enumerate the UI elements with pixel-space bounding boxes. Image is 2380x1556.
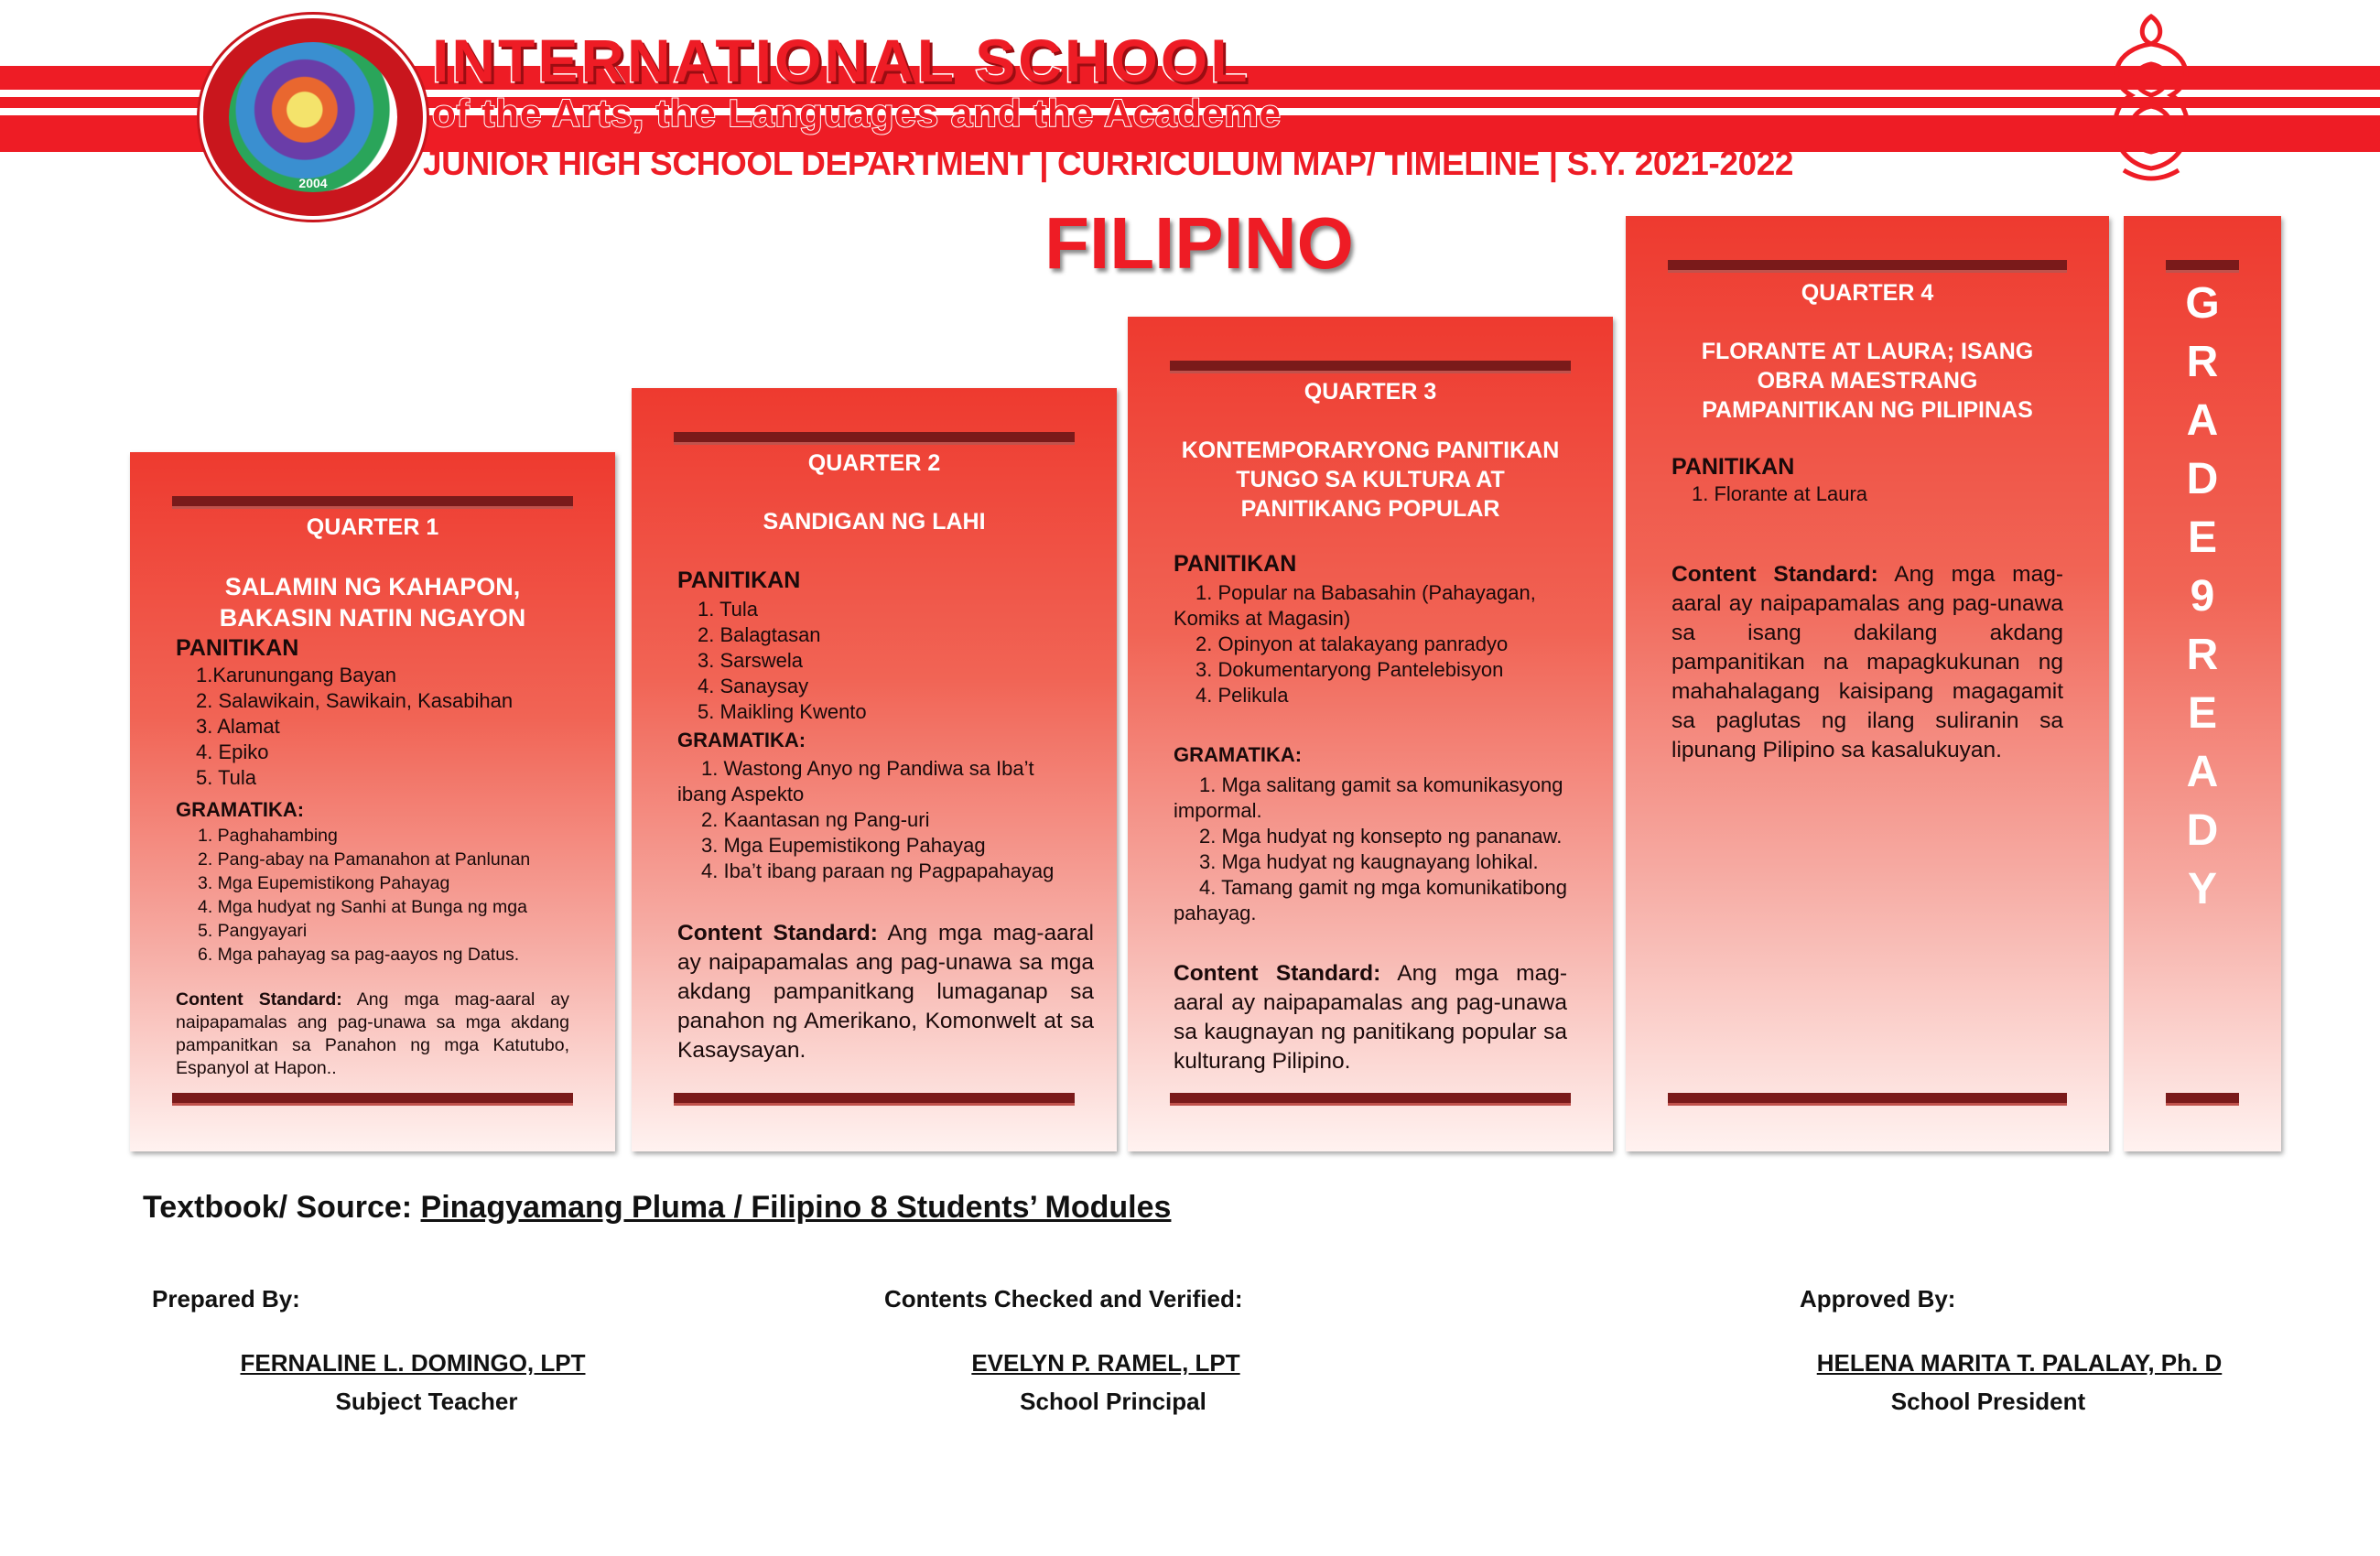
content-standard-label: Content Standard: [677, 921, 878, 945]
list-item: 2. Mga hudyat ng konsepto ng pananaw. [1199, 825, 1563, 848]
panitikan-list [196, 663, 513, 791]
list-item: 1. Florante at Laura [1692, 482, 1868, 505]
card-bottom-bar [1668, 1093, 2067, 1106]
list-item: 4. Iba’t ibang paraan ng Pagpapahayag [701, 859, 1055, 882]
list-item: 1.Karunungang Bayan [196, 664, 396, 686]
list-item: 1. Tula [698, 598, 759, 621]
list-item: 4. Mga hudyat ng Sanhi at Bunga ng mga [198, 897, 527, 917]
panitikan-heading: PANITIKAN [1174, 551, 1297, 577]
panitikan-list [698, 597, 867, 725]
content-standard [677, 919, 1094, 1065]
grade-letter: D [2186, 455, 2219, 503]
list-item: 2. Opinyon at talakayang panradyo [1195, 632, 1509, 655]
panitikan-heading: PANITIKAN [176, 635, 299, 661]
content-standard [1174, 959, 1567, 1076]
grade-letter: D [2186, 806, 2219, 855]
content-standard [1671, 560, 2063, 765]
list-item: 4. Sanaysay [698, 675, 809, 697]
list-item: 1. Mga salitang gamit sa komunikasyong impormal. [1174, 773, 1563, 822]
content-standard-label: Content Standard: [176, 989, 342, 1010]
card-top-bar [172, 496, 573, 509]
checked-role: School Principal [1020, 1388, 1206, 1415]
content-standard [176, 989, 569, 1080]
card-top-bar [2166, 260, 2239, 273]
quarter-3-card [1128, 317, 1613, 1151]
quarter-label: QUARTER 1 [306, 514, 439, 540]
quarter-label: QUARTER 4 [1801, 280, 1934, 306]
content-standard-text: Ang mga mag-aaral ay naipapamalas ang pag-unawa sa kaugnayan ng panitikang popular sa kulturang Pilipino. [1174, 961, 1568, 1074]
card-top-bar [1668, 260, 2067, 273]
quarter-title: SALAMIN NG KAHAPON, BAKASIN NATIN NGAYON [219, 573, 526, 632]
quarter-label: QUARTER 3 [1304, 379, 1437, 405]
grade-letter: A [2186, 396, 2219, 445]
gramatika-list [677, 756, 1071, 884]
grade-letters [2124, 275, 2281, 919]
textbook-source [143, 1190, 1171, 1226]
panitikan-heading: PANITIKAN [1671, 454, 1795, 480]
logo-artwork [229, 42, 397, 192]
grade-letter: G [2185, 279, 2220, 328]
panitikan-list [1692, 481, 1867, 507]
gramatika-heading: GRAMATIKA: [677, 729, 806, 751]
quarter-2-card [632, 388, 1117, 1151]
list-item: 5. Pangyayari [198, 921, 308, 941]
school-name: INTERNATIONAL SCHOOL [432, 27, 1250, 94]
gramatika-list [1174, 773, 1567, 926]
grade-banner [2124, 216, 2281, 1151]
list-item: 6. Mga pahayag sa pag-aayos ng Datus. [198, 945, 520, 965]
list-item: 3. Mga Eupemistikong Pahayag [198, 873, 450, 893]
gramatika-heading: GRAMATIKA: [1174, 743, 1303, 766]
prepared-role: Subject Teacher [335, 1388, 518, 1415]
quarter-title: SANDIGAN NG LAHI [763, 509, 986, 535]
prepared-name: FERNALINE L. DOMINGO, LPT [240, 1349, 586, 1377]
grade-letter: E [2187, 513, 2217, 562]
list-item: 4. Epiko [196, 740, 269, 763]
content-standard-label: Content Standard: [1671, 562, 1878, 587]
list-item: 2. Kaantasan ng Pang-uri [701, 808, 930, 831]
panitikan-heading: PANITIKAN [677, 567, 801, 593]
list-item: 3. Mga Eupemistikong Pahayag [701, 834, 986, 857]
card-bottom-bar [172, 1093, 573, 1106]
school-logo [200, 15, 427, 220]
list-item: 1. Popular na Babasahin (Pahayagan, Komiks at Magasin) [1174, 581, 1536, 630]
quarter-4-card [1626, 216, 2109, 1151]
school-subtitle: of the Arts, the Languages and the Academe [432, 92, 1282, 135]
list-item: 1. Paghahambing [198, 826, 338, 846]
quarter-label: QUARTER 2 [807, 450, 941, 476]
content-standard-text: Ang mga mag-aaral ay naipapamalas ang pag-unawa sa mga akdang pampanitkang lumaganap sa panahon ng Amerikano, Komonwelt at sa Kasaysayan. [677, 921, 1094, 1063]
grade-number: 9 [2190, 572, 2215, 621]
approved-name: HELENA MARITA T. PALALAY, Ph. D [1816, 1349, 2223, 1377]
gramatika-list [198, 824, 530, 967]
list-item: 4. Tamang gamit ng mga komunikatibong pahayag. [1174, 876, 1567, 924]
emblem-icon [2087, 7, 2215, 187]
grade-letter: E [2187, 689, 2217, 738]
textbook-value: Pinagyamang Pluma / Filipino 8 Students’ Modules [420, 1190, 1172, 1225]
list-item: 1. Wastong Anyo ng Pandiwa sa Iba’t ibang Aspekto [677, 757, 1034, 805]
checked-name: EVELYN P. RAMEL, LPT [971, 1349, 1240, 1377]
list-item: 2. Pang-abay na Pamanahon at Panlunan [198, 849, 531, 870]
card-top-bar [1170, 361, 1571, 373]
quarter-1-card [130, 452, 615, 1151]
quarter-title: FLORANTE AT LAURA; ISANG OBRA MAESTRANG PAMPANITIKAN NG PILIPINAS [1701, 339, 2034, 423]
card-bottom-bar [2166, 1093, 2239, 1106]
subject-title: FILIPINO [1044, 202, 1354, 284]
prepared-heading: Prepared By: [152, 1285, 300, 1313]
panitikan-list [1174, 580, 1567, 708]
list-item: 2. Salawikain, Sawikain, Kasabihan [196, 689, 514, 712]
textbook-label: Textbook/ Source: [143, 1190, 421, 1225]
quarter-title: KONTEMPORARYONG PANITIKAN TUNGO SA KULTURA AT PANITIKANG POPULAR [1181, 438, 1560, 522]
content-standard-text: Ang mga mag-aaral ay naipapamalas ang pag-unawa sa isang dakilang akdang pampanitikan na mapagkukunan ng mahahalagang kaisipang magagamit sa paglutas ng ilang suliranin sa lipunang Pilipino sa kasalukuyan. [1671, 562, 2064, 762]
gramatika-heading: GRAMATIKA: [176, 798, 305, 821]
card-top-bar [674, 432, 1075, 445]
card-bottom-bar [674, 1093, 1075, 1106]
list-item: 3. Sarswela [698, 649, 803, 672]
grade-letter: A [2186, 748, 2219, 796]
list-item: 2. Balagtasan [698, 623, 821, 646]
checked-heading: Contents Checked and Verified: [884, 1285, 1243, 1313]
list-item: 5. Maikling Kwento [698, 700, 867, 723]
grade-letter: R [2186, 631, 2219, 679]
list-item: 4. Pelikula [1195, 684, 1289, 707]
content-standard-label: Content Standard: [1174, 961, 1381, 986]
grade-letter: Y [2187, 865, 2217, 913]
department-line: JUNIOR HIGH SCHOOL DEPARTMENT | CURRICULUM MAP/ TIMELINE | S.Y. 2021-2022 [423, 145, 1794, 182]
logo-year: 2004 [298, 176, 328, 190]
card-bottom-bar [1170, 1093, 1571, 1106]
content-standard-text: Ang mga mag-aaral ay naipapamalas ang pag-unawa sa mga akdang pampanitkan sa Panahon ng mga Katutubo, Espanyol at Hapon.. [176, 989, 570, 1078]
list-item: 3. Mga hudyat ng kaugnayang lohikal. [1199, 850, 1539, 873]
list-item: 3. Dokumentaryong Pantelebisyon [1195, 658, 1504, 681]
grade-letter: R [2186, 338, 2219, 386]
list-item: 5. Tula [196, 766, 257, 789]
approved-heading: Approved By: [1800, 1285, 1956, 1313]
approved-role: School President [1890, 1388, 2086, 1415]
list-item: 3. Alamat [196, 715, 280, 738]
